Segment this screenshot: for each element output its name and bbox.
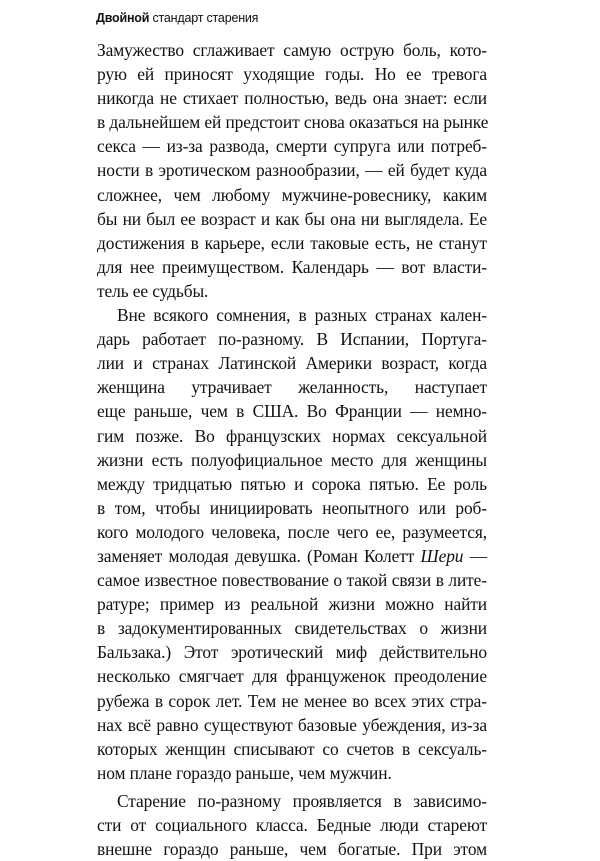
text-line: дарь работает по-разному. В Испании, Португа- bbox=[97, 329, 487, 350]
text-line: ности в эротическом разнообразии, — ей будет куда bbox=[97, 160, 487, 181]
paragraph bbox=[97, 789, 487, 861]
text-line: сложнее, чем любому мужчине-ровеснику, каким bbox=[97, 184, 487, 205]
text-line: в том, чтобы инициировать неопытного или роб- bbox=[97, 497, 487, 518]
text-line: никогда не стихает полностью, ведь она знает: если bbox=[97, 88, 487, 109]
text-line: Бальзака.) Этот эротический миф действительно bbox=[97, 642, 487, 663]
running-head-bold: Двойной bbox=[96, 11, 150, 25]
text-line: самое известное повествование о такой связи в лите- bbox=[97, 570, 487, 591]
body-text bbox=[97, 38, 487, 861]
text-line: гим позже. Во французских нормах сексуальной bbox=[97, 425, 487, 446]
running-head-rest: стандарт старения bbox=[149, 11, 259, 25]
text-line: Старение по-разному проявляется в зависимо- bbox=[117, 790, 487, 811]
text-line-segment: заменяет молодая девушка. (Роман Колетт bbox=[97, 545, 421, 566]
text-line: еще раньше, чем в США. Во Франции — немно- bbox=[97, 401, 487, 422]
text-line: в задокументированных свидетельствах о жизни bbox=[97, 618, 487, 639]
text-line: рую ей приносят уходящие годы. Но ее тревога bbox=[97, 64, 487, 85]
text-line: тель ее судьбы. bbox=[97, 280, 209, 301]
text-line: ратуре; пример из реальной жизни можно найти bbox=[97, 594, 487, 615]
running-head bbox=[96, 11, 516, 25]
text-line: достижения в карьере, если таковые есть, не станут bbox=[97, 232, 487, 253]
text-line: сти от социального класса. Бедные люди стареют bbox=[97, 815, 487, 835]
text-line: между тридцатью пятью и сорока пятью. Ее роль bbox=[97, 473, 487, 494]
text-line: внешне гораздо раньше, чем богатые. При этом bbox=[97, 839, 487, 860]
paragraph bbox=[97, 303, 487, 785]
text-line bbox=[97, 544, 487, 568]
text-line: лии и странах Латинской Америки возраст, когда bbox=[97, 353, 487, 374]
italic-book-title: Шери bbox=[420, 545, 464, 566]
text-line-segment: — bbox=[463, 545, 487, 566]
text-line: несколько смягчает для француженок преодоление bbox=[97, 666, 487, 687]
paragraph bbox=[97, 38, 487, 303]
text-line: для нее преимуществом. Календарь — вот власти- bbox=[97, 256, 487, 277]
text-line: ном плане гораздо раньше, чем мужчин. bbox=[97, 762, 392, 783]
text-line: в дальнейшем ей предстоит снова оказаться на рынке bbox=[97, 112, 489, 133]
text-line: нах всё равно существуют базовые убеждения, из-за bbox=[97, 714, 487, 735]
text-line: которых женщин списывают со счетов в сексуаль- bbox=[97, 738, 487, 759]
text-line: кого молодого человека, после чего ее, разумеется, bbox=[97, 521, 487, 542]
text-line: Вне всякого сомнения, в разных странах кален- bbox=[117, 305, 487, 326]
text-line: бы ни был ее возраст и как бы она ни выглядела. Ее bbox=[97, 208, 487, 229]
text-line: женщина утрачивает желанность, наступает bbox=[97, 377, 487, 398]
text-line: Замужество сглаживает самую острую боль, кото- bbox=[97, 40, 487, 60]
text-line: рубежа в сорок лет. Тем не менее во всех этих стра- bbox=[97, 690, 487, 711]
text-line: секса — из-за развода, смерти супруга или потреб- bbox=[97, 136, 487, 157]
text-line: жизни есть полуофициальное место для женщины bbox=[97, 449, 487, 470]
